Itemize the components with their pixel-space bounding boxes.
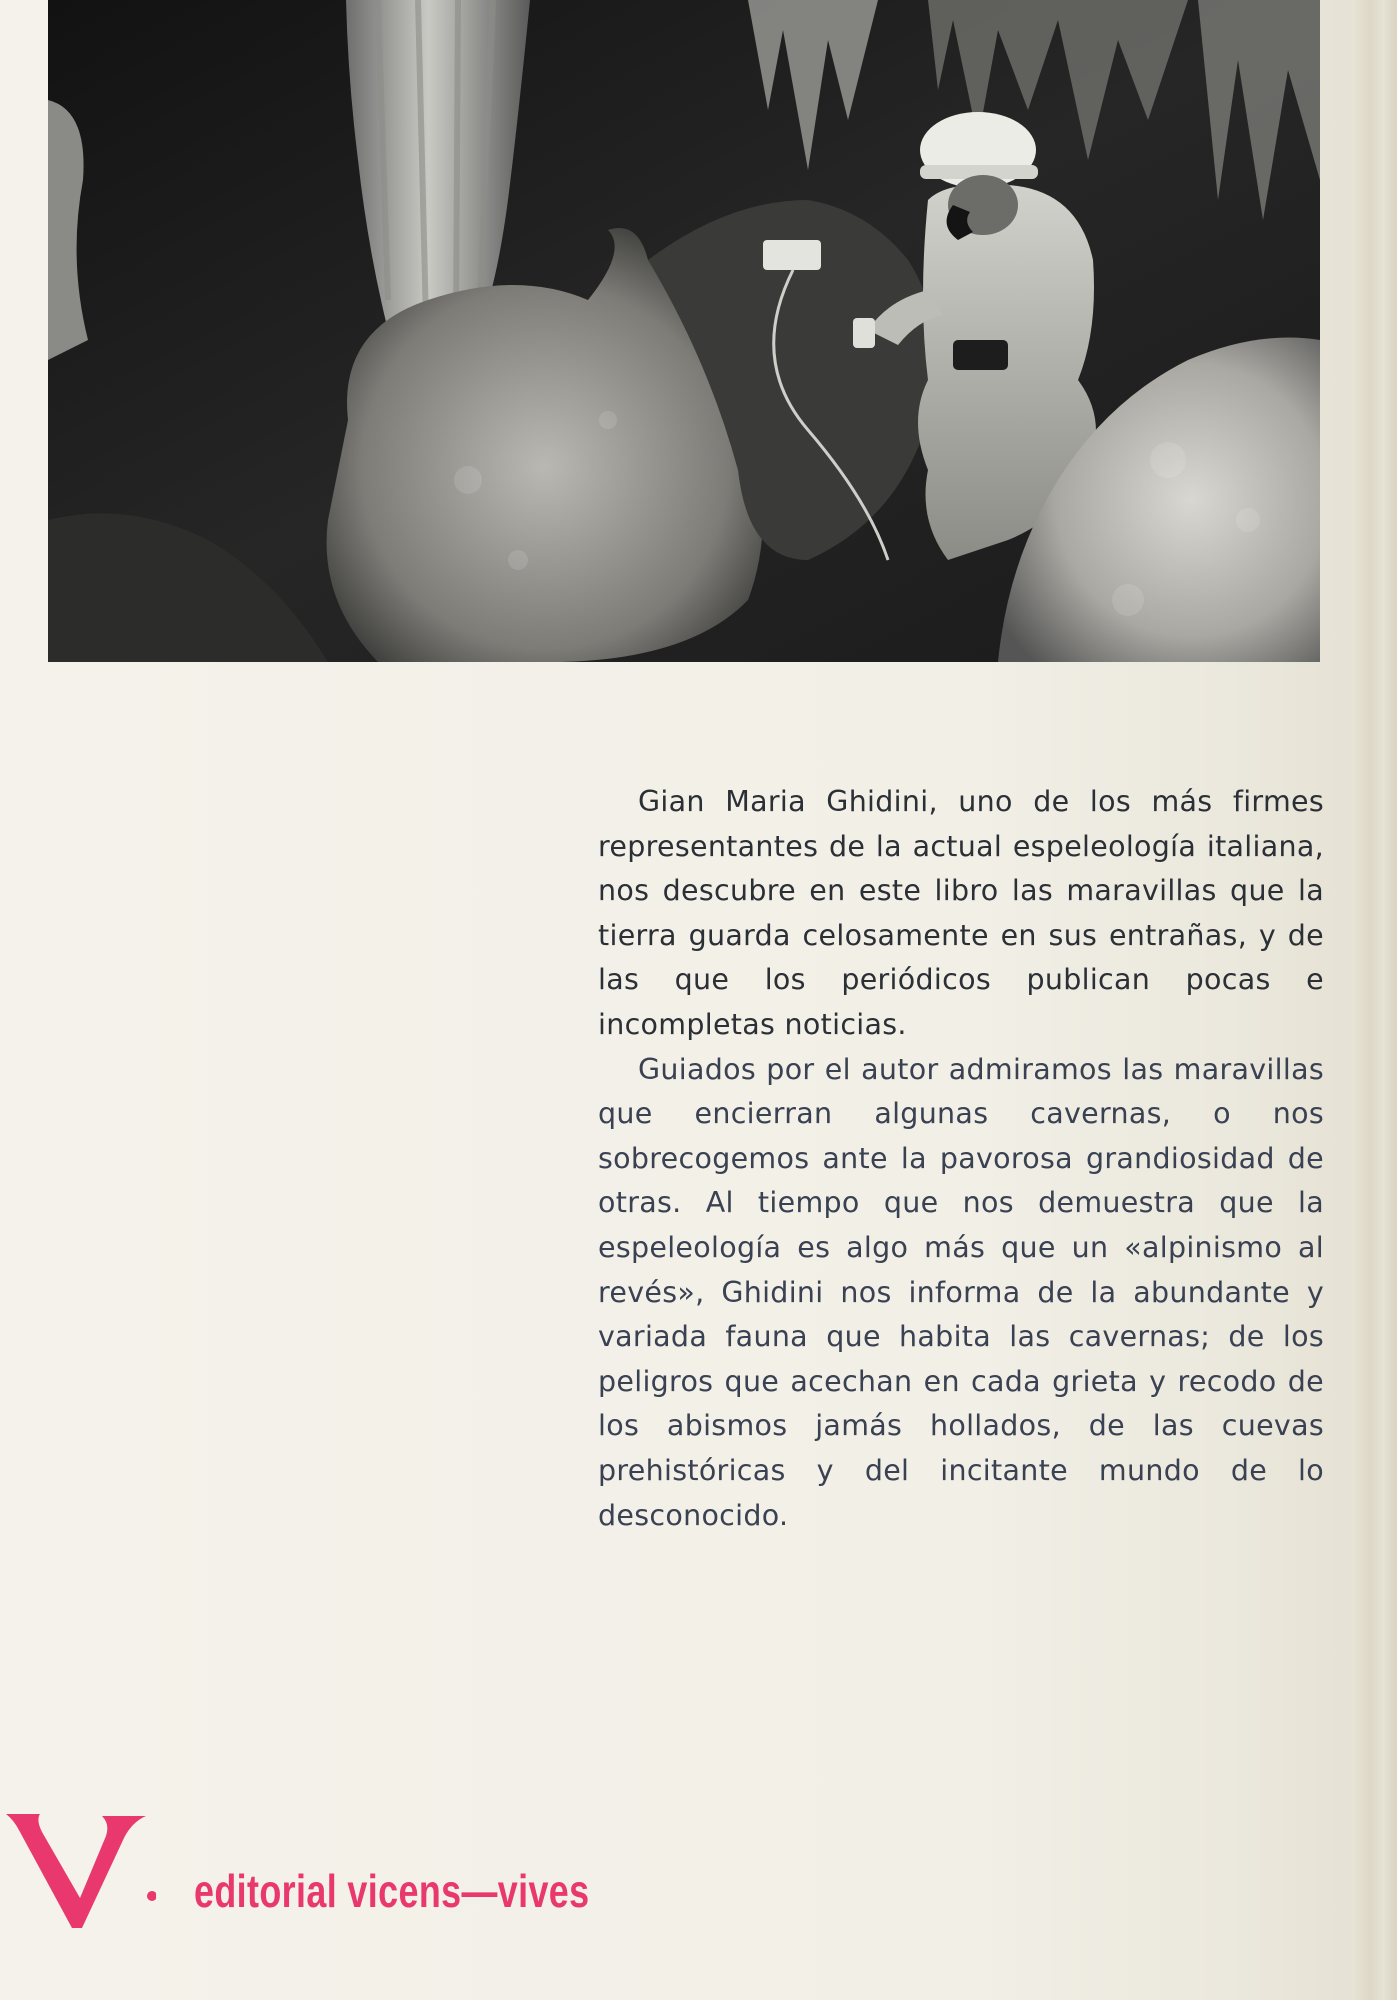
- cave-photo: [48, 0, 1320, 662]
- blurb-paragraph-1: Gian Maria Ghidini, uno de los más firmes representantes de la actual espeleología italiana, nos descubre en este libro las maravillas que la tierra guarda celosamente en sus entrañas, y de las que los periódicos publican pocas e incompletas noticias.: [598, 785, 1324, 1041]
- blurb-paragraph-2: Guiados por el autor admiramos las maravillas que encierran algunas cavernas, o nos sobrecogemos ante la pavorosa grandiosidad de otras. Al tiempo que nos demuestra que la espeleología es algo más que un «alpinismo al revés», Ghidini nos informa de la abundante y variada fauna que habita las cavernas; de los peligros que acechan en cada grieta y recodo de los abismos jamás hollados, de las cuevas prehistóricas y del incitante mundo de lo desconocido.: [598, 1052, 1324, 1532]
- back-cover-blurb: [598, 780, 1324, 1538]
- cover-edge: [1352, 0, 1397, 2000]
- v-dot-logo-icon: [6, 1810, 156, 1930]
- publisher-name: editorial vicens—vives: [194, 1865, 590, 1917]
